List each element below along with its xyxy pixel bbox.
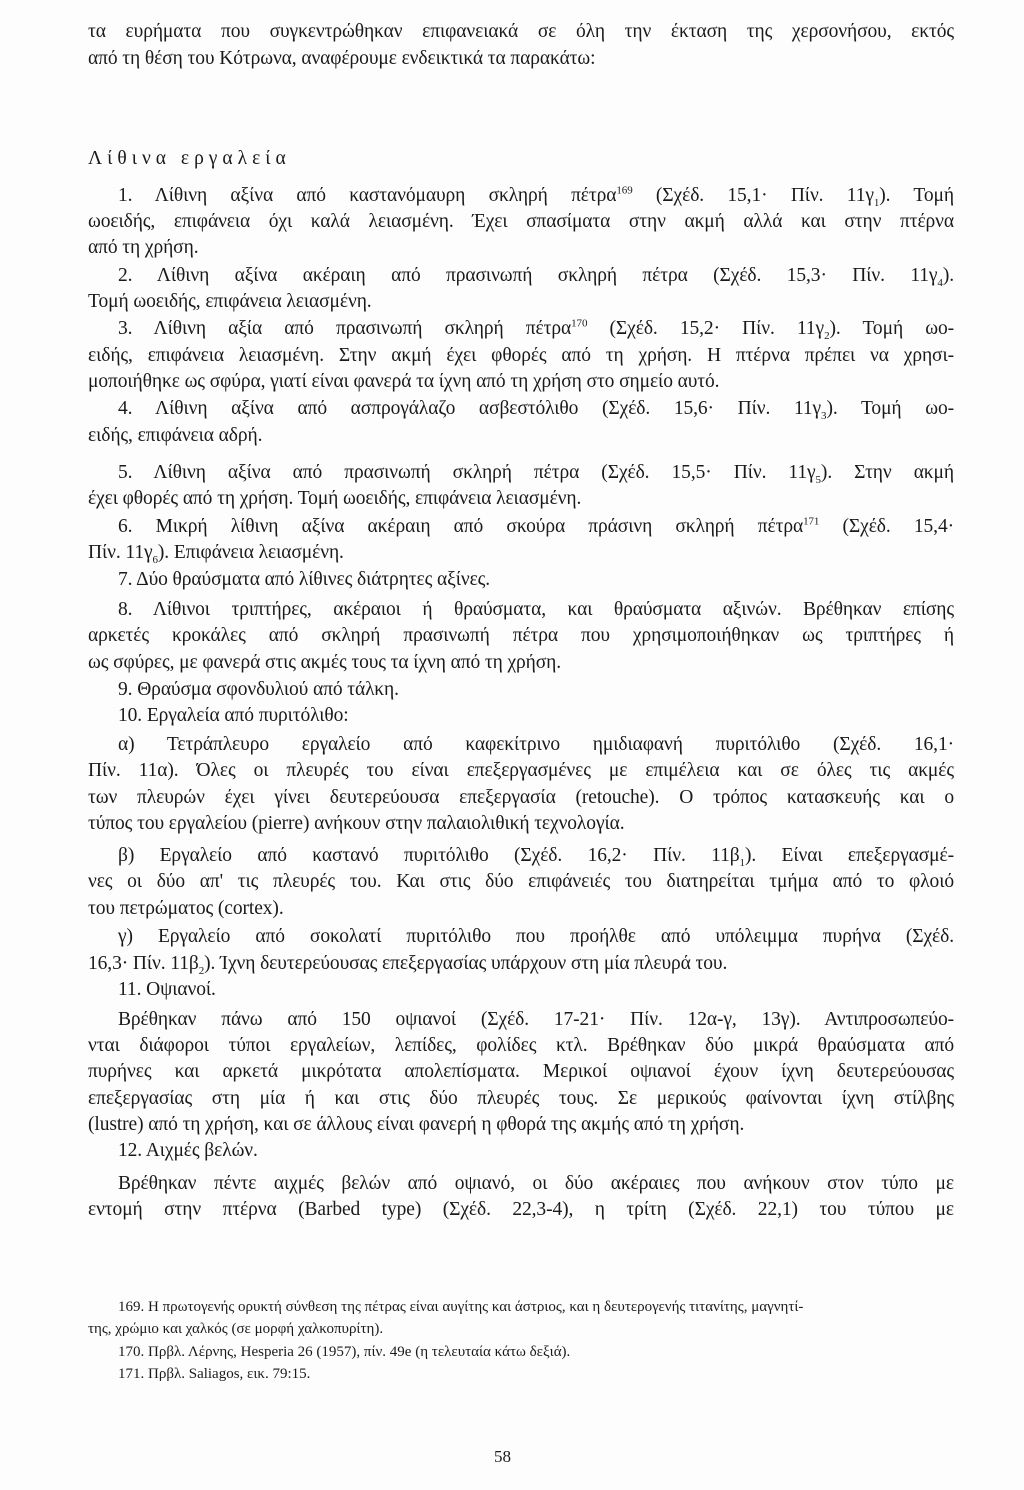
subscript: 6: [152, 553, 158, 566]
body-line: [118, 978, 954, 1002]
line-text: 9. Θραύσμα σφονδυλιού από τάλκη.: [118, 679, 399, 700]
body-line: [118, 1139, 954, 1163]
line-text: τύπος του εργαλείου (pierre) ανήκουν στην παλαιολιθική τεχνολογία.: [88, 813, 625, 834]
line-text: νες οι δύο απ' τις πλευρές του. Και στις δύο επιφάνειές του διατηρείται τμήμα από το φλοιό: [88, 871, 954, 892]
body-line: [88, 897, 954, 921]
section-heading: Λίθινα εργαλεία: [88, 148, 291, 169]
body-line: [118, 184, 954, 208]
body-line: [88, 1198, 954, 1222]
line-text: ως σφύρες, με φανερά στις ακμές τους τα ίχνη από τη χρήση.: [88, 652, 562, 673]
body-line: [88, 870, 954, 894]
line-text: από τη χρήση.: [88, 237, 199, 258]
body-line: [88, 1087, 954, 1111]
body-line: [88, 541, 954, 565]
line-text: εντομή στην πτέρνα (Barbed type) (Σχέδ. 22,3-4), η τρίτη (Σχέδ. 22,1) του τύπου με: [88, 1199, 954, 1220]
line-text: (Σχέδ. 15,2· Πίν. 11γ: [587, 318, 825, 339]
line-text: ).: [942, 265, 954, 286]
line-text: 5. Λίθινη αξίνα από πρασινωπή σκληρή πέτρα (Σχέδ. 15,5· Πίν. 11γ: [118, 462, 816, 483]
line-text: 12. Αιχμές βελών.: [118, 1140, 258, 1161]
footnote-ref: 170: [571, 317, 588, 330]
line-text: 6. Μικρή λίθινη αξίνα ακέραιη από σκούρα πράσινη σκληρή πέτρα: [118, 516, 804, 537]
line-text: ). Ίχνη δευτερεύουσας επεξεργασίας υπάρχουν στη μία πλευρά του.: [204, 953, 728, 974]
body-line: [88, 290, 954, 314]
body-line: [88, 624, 954, 648]
line-text: ). Τομή ωο-: [829, 318, 954, 339]
body-line: [118, 317, 954, 341]
intro-line-2: από τη θέση του Κότρωνα, αναφέρουμε ενδεικτικά τα παρακάτω:: [88, 48, 596, 69]
line-text: αρκετές κροκάλες από σκληρή πρασινωπή πέτρα που χρησιμοποιήθηκαν ως τριπτήρες ή: [88, 625, 954, 646]
line-text: 7. Δύο θραύσματα από λίθινες διάτρητες αξίνες.: [118, 569, 491, 590]
footnote-170: 170. Πρβλ. Λέρνης, Hesperia 26 (1957), πίν. 49e (η τελευταία κάτω δεξιά).: [118, 1344, 571, 1360]
body-line: [118, 704, 954, 728]
line-text: Πίν. 11γ: [88, 542, 153, 563]
line-text: 8. Λίθινοι τριπτήρες, ακέραιοι ή θραύσματα, και θραύσματα αξινών. Βρέθηκαν επίσης: [118, 599, 954, 620]
line-text: ). Τομή: [879, 185, 954, 206]
body-line: [88, 236, 954, 260]
footnote-169: 169. Η πρωτογενής ορυκτή σύνθεση της πέτρας είναι αυγίτης και άστριος, και η δευτερογενής τιτανίτης, μαγνητί-: [118, 1299, 804, 1315]
subscript: 1: [873, 196, 880, 209]
line-text: 10. Εργαλεία από πυριτόλιθο:: [118, 705, 349, 726]
line-text: των πλευρών έχει γίνει δευτερεύουσα επεξεργασία (retouche). Ο τρόπος κατασκευής και ο: [88, 787, 954, 808]
line-text: επεξεργασίας στη μία ή και στις δύο πλευρές τους. Σε μερικούς φαίνονται ίχνη στίλβης: [88, 1088, 954, 1109]
body-line: [118, 515, 954, 539]
footnote-ref: 169: [616, 184, 633, 197]
body-line: [88, 786, 954, 810]
subscript: 4: [937, 276, 943, 289]
line-text: Πίν. 11α). Όλες οι πλευρές του είναι επεξεργασμένες με επιμέλεια και σε όλες τις ακμές: [88, 760, 954, 781]
line-text: ). Στην ακμή: [820, 462, 954, 483]
line-text: α) Τετράπλευρο εργαλείο από καφεκίτρινο ημιδιαφανή πυριτόλιθο (Σχέδ. 16,1·: [118, 734, 954, 755]
body-line: [118, 598, 954, 622]
page-number: 58: [494, 1447, 511, 1466]
line-text: (lustre) από τη χρήση, και σε άλλους είναι φανερή η φθορά της ακμής από τη χρήση.: [88, 1114, 745, 1135]
line-text: 1. Λίθινη αξίνα από καστανόμαυρη σκληρή πέτρα: [118, 185, 617, 206]
body-line: [88, 344, 954, 368]
line-text: ). Είναι επεξεργασμέ-: [744, 845, 954, 866]
body-line: [88, 1113, 954, 1137]
line-text: ). Τομή ωο-: [826, 398, 954, 419]
line-text: γ) Εργαλείο από σοκολατί πυριτόλιθο που προήλθε από υπόλειμμα πυρήνα (Σχέδ.: [118, 926, 954, 947]
subscript: 3: [821, 409, 827, 422]
line-text: 11. Οψιανοί.: [118, 979, 216, 1000]
body-line: [118, 568, 954, 592]
body-line: [118, 461, 954, 485]
line-text: ). Επιφάνεια λειασμένη.: [157, 542, 344, 563]
line-text: Βρέθηκαν πάνω από 150 οψιανοί (Σχέδ. 17-21· Πίν. 12α-γ, 13γ). Αντιπροσωπεύο-: [118, 1009, 954, 1030]
line-text: 16,3· Πίν. 11β: [88, 953, 199, 974]
body-line: [118, 264, 954, 288]
body-line: [118, 1008, 954, 1032]
body-line: [88, 487, 954, 511]
line-text: μοποιήθηκε ως σφύρα, γιατί είναι φανερά τα ίχνη από τη χρήση στο σημείο αυτό.: [88, 371, 720, 392]
intro-line-1: τα ευρήματα που συγκεντρώθηκαν επιφανειακά σε όλη την έκταση της χερσονήσου, εκτός: [88, 21, 954, 42]
line-text: 3. Λίθινη αξία από πρασινωπή σκληρή πέτρα: [118, 318, 572, 339]
line-text: (Σχέδ. 15,1· Πίν. 11γ: [632, 185, 874, 206]
subscript: 1: [739, 856, 745, 869]
line-text: Τομή ωοειδής, επιφάνεια λειασμένη.: [88, 291, 372, 312]
body-line: [118, 733, 954, 757]
body-line: [88, 424, 954, 448]
body-line: [88, 952, 954, 976]
line-text: (Σχέδ. 15,4·: [819, 516, 954, 537]
line-text: Βρέθηκαν πέντε αιχμές βελών από οψιανό, οι δύο ακέραιες που ανήκουν στον τύπο με: [118, 1173, 954, 1194]
line-text: 4. Λίθινη αξίνα από ασπρογάλαζο ασβεστόλιθο (Σχέδ. 15,6· Πίν. 11γ: [118, 398, 822, 419]
line-text: ειδής, επιφάνεια αδρή.: [88, 425, 263, 446]
line-text: του πετρώματος (cortex).: [88, 898, 284, 919]
line-text: ωοειδής, επιφάνεια όχι καλά λειασμένη. Έχει σπασίματα στην ακμή αλλά και στην πτέρνα: [88, 211, 954, 232]
footnote-169-cont: της, χρώμιο και χαλκός (σε μορφή χαλκοπυρίτη).: [88, 1321, 384, 1337]
body-line: [88, 759, 954, 783]
body-line: [118, 678, 954, 702]
subscript: 5: [815, 473, 821, 486]
body-line: [88, 210, 954, 234]
body-line: [118, 844, 954, 868]
body-line: [118, 925, 954, 949]
subscript: 2: [198, 964, 205, 977]
body-line: [88, 1060, 954, 1084]
body-line: [88, 812, 954, 836]
body-line: [88, 370, 954, 394]
body-line: [118, 397, 954, 421]
line-text: νται διάφοροι τύποι εργαλείων, λεπίδες, φολίδες κτλ. Βρέθηκαν δύο μικρά θραύσματα από: [88, 1035, 954, 1056]
line-text: β) Εργαλείο από καστανό πυριτόλιθο (Σχέδ. 16,2· Πίν. 11β: [118, 845, 740, 866]
footnote-171: 171. Πρβλ. Saliagos, εικ. 79:15.: [118, 1366, 311, 1382]
line-text: πυρήνες και αρκετά μικρότατα απολεπίσματα. Μερικοί οψιανοί έχουν ίχνη δευτερεύουσας: [88, 1061, 954, 1082]
line-text: 2. Λίθινη αξίνα ακέραιη από πρασινωπή σκληρή πέτρα (Σχέδ. 15,3· Πίν. 11γ: [118, 265, 938, 286]
subscript: 2: [824, 329, 830, 342]
body-line: [118, 1172, 954, 1196]
line-text: ειδής, επιφάνεια λειασμένη. Στην ακμή έχει φθορές από τη χρήση. Η πτέρνα πρέπει να χρησι-: [88, 345, 954, 366]
body-line: [88, 1034, 954, 1058]
line-text: έχει φθορές από τη χρήση. Τομή ωοειδής, επιφάνεια λειασμένη.: [88, 488, 582, 509]
body-line: [88, 651, 954, 675]
footnote-ref: 171: [803, 515, 820, 528]
